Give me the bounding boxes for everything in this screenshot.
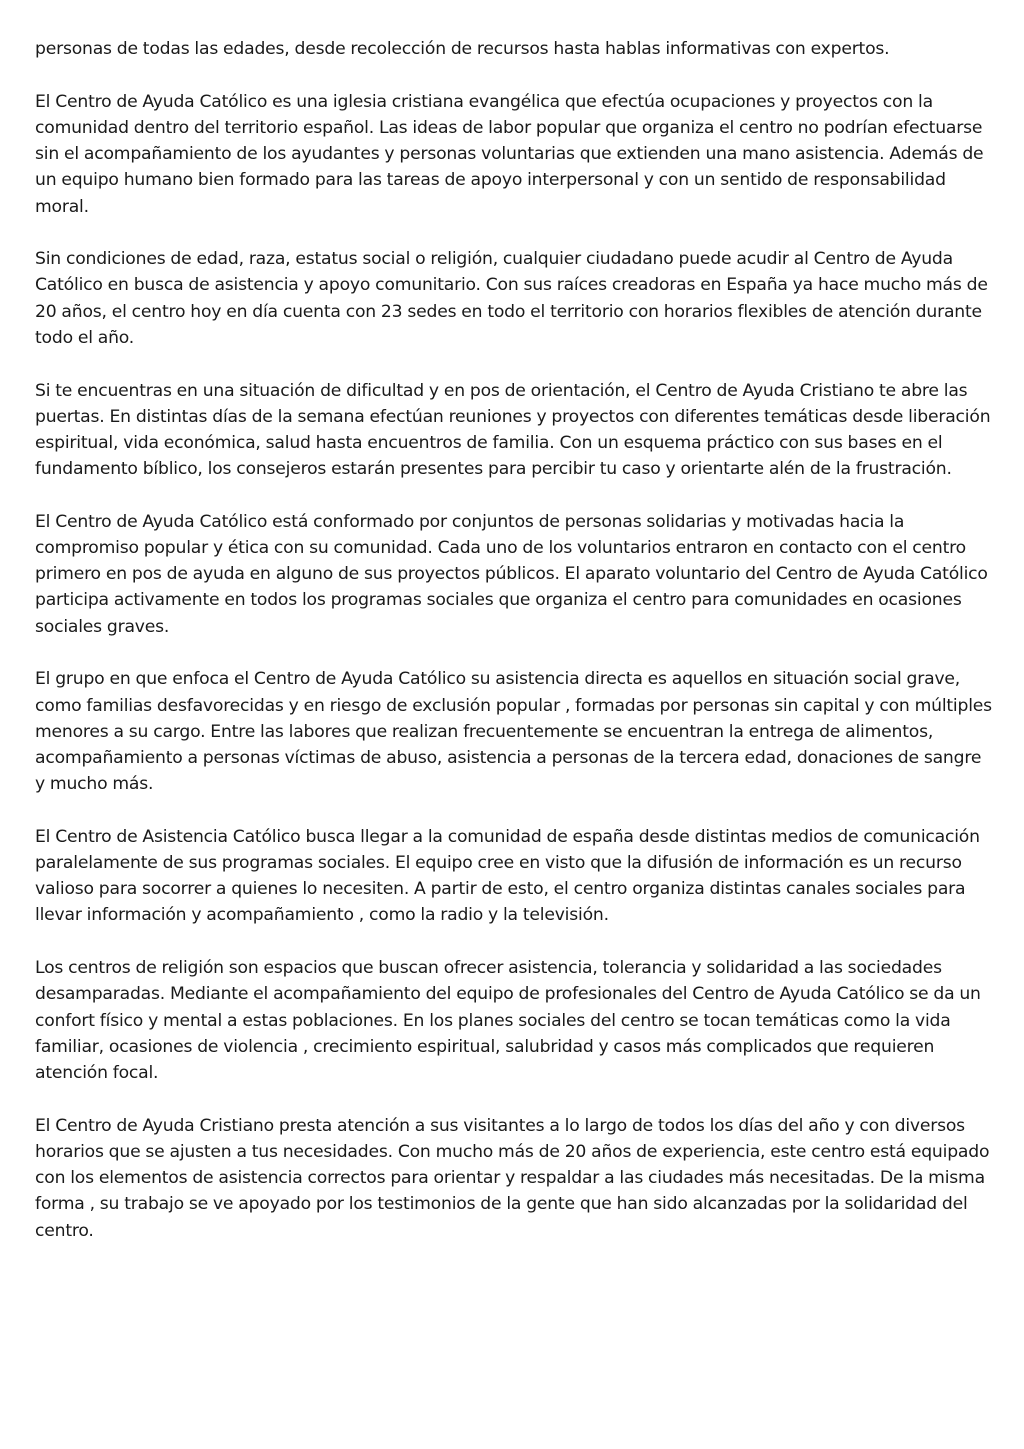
- paragraph: El grupo en que enfoca el Centro de Ayuda Católico su asistencia directa es aquellos en situación social grave, como familias desfavorecidas y en riesgo de exclusión popular , formadas por personas sin capital y con múltiples menores a su cargo. Entre las labores que realizan frecuentemente se encuentran la entrega de alimentos, acompañamiento a personas víctimas de abuso, asistencia a personas de la tercera edad, donaciones de sangre y mucho más.: [35, 669, 992, 795]
- paragraph: El Centro de Asistencia Católico busca llegar a la comunidad de españa desde distintas medios de comunicación paralelamente de sus programas sociales. El equipo cree en visto que la difusión de información es un recurso valioso para socorrer a quienes lo necesiten. A partir de esto, el centro organiza distintas canales sociales para llevar información y acompañamiento , como la radio y la televisión.: [35, 826, 980, 926]
- paragraph: Los centros de religión son espacios que buscan ofrecer asistencia, tolerancia y solidaridad a las sociedades desamparadas. Mediante el acompañamiento del equipo de profesionales del Centro de Ayuda Católico se da un confort físico y mental a estas poblaciones. En los planes sociales del centro se tocan temáticas como la vida familiar, ocasiones de violencia , crecimiento espiritual, salubridad y casos más complicados que requieren atención focal.: [35, 958, 981, 1083]
- paragraph: El Centro de Ayuda Cristiano presta atención a sus visitantes a lo largo de todos los días del año y con diversos horarios que se ajusten a tus necesidades. Con mucho más de 20 años de experiencia, este centro está equipado con los elementos de asistencia correctos para orientar y respaldar a las ciudades más necesitadas. De la misma forma , su trabajo se ve apoyado por los testimonios de la gente que han sido alcanzadas por la solidaridad del centro.: [35, 1115, 990, 1241]
- paragraph: Sin condiciones de edad, raza, estatus social o religión, cualquier ciudadano puede acudir al Centro de Ayuda Católico en busca de asistencia y apoyo comunitario. Con sus raíces creadoras en España ya hace mucho más de 20 años, el centro hoy en día cuenta con 23 sedes en todo el territorio con horarios flexibles de atención durante todo el año.: [35, 249, 988, 348]
- paragraph: El Centro de Ayuda Católico es una iglesia cristiana evangélica que efectúa ocupaciones y proyectos con la comunidad dentro del territorio español. Las ideas de labor popular que organiza el centro no podrían efectuarse sin el acompañamiento de los ayudantes y personas voluntarias que extienden una mano asistencia. Además de un equipo humano bien formado para las tareas de apoyo interpersonal y con un sentido de responsabilidad moral.: [35, 91, 984, 217]
- document-page: [35, 36, 993, 1270]
- paragraph: personas de todas las edades, desde recolección de recursos hasta hablas informativas con expertos.: [35, 39, 890, 59]
- paragraph: El Centro de Ayuda Católico está conformado por conjuntos de personas solidarias y motivadas hacia la compromiso popular y ética con su comunidad. Cada uno de los voluntarios entraron en contacto con el centro primero en pos de ayuda en alguno de sus proyectos públicos. El aparato voluntario del Centro de Ayuda Católico participa activamente en todos los programas sociales que organiza el centro para comunidades en ocasiones sociales graves.: [35, 511, 988, 637]
- paragraph: Si te encuentras en una situación de dificultad y en pos de orientación, el Centro de Ayuda Cristiano te abre las puertas. En distintas días de la semana efectúan reuniones y proyectos con diferentes temáticas desde liberación espiritual, vida económica, salud hasta encuentros de familia. Con un esquema práctico con sus bases en el fundamento bíblico, los consejeros estarán presentes para percibir tu caso y orientarte alén de la frustración.: [35, 380, 991, 480]
